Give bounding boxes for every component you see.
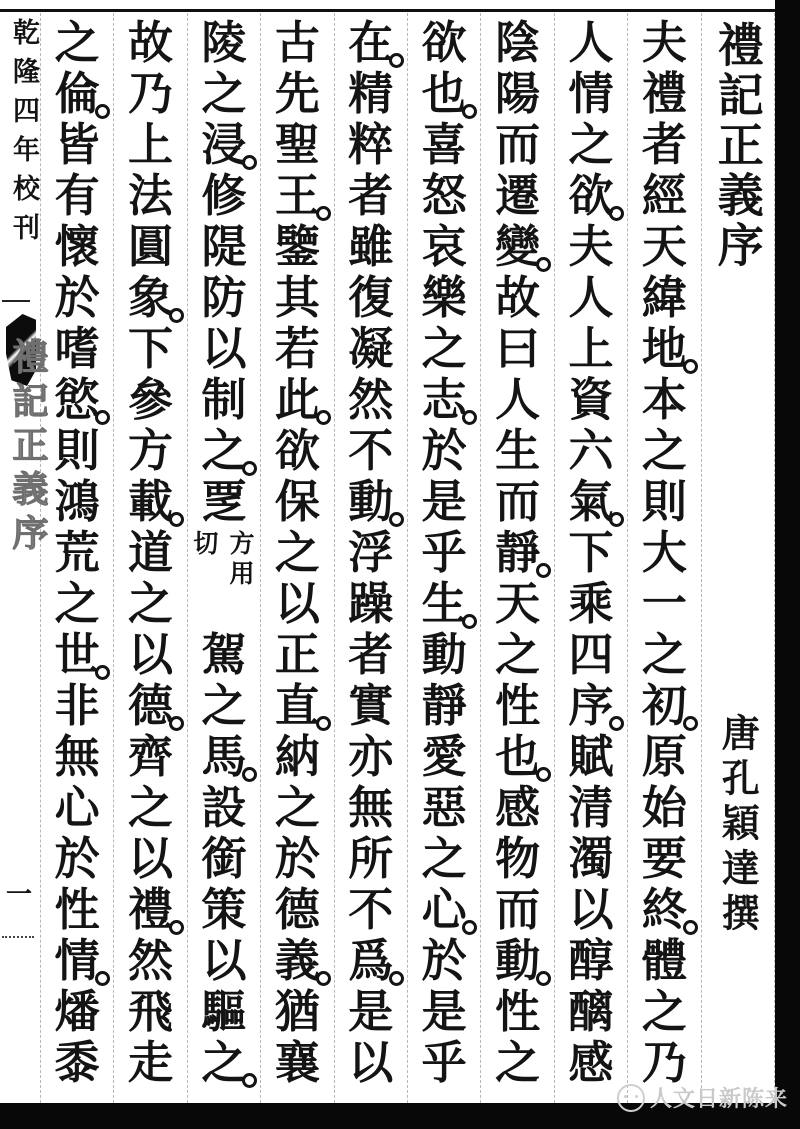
glyph: 粹 <box>348 118 394 171</box>
glyph: 曰 <box>495 322 541 375</box>
glyph: 其 <box>274 271 320 324</box>
glyph: 浸 <box>201 118 247 171</box>
glyph: 實 <box>348 679 394 732</box>
glyph: 者 <box>348 169 394 222</box>
glyph: 於 <box>421 934 467 987</box>
text-column-2 <box>554 13 627 1103</box>
page-number: 一 <box>6 880 33 910</box>
right-binding-band <box>775 0 800 1129</box>
glyph: 浮 <box>348 526 394 579</box>
glyph: 陰 <box>495 16 541 69</box>
glyph: 之 <box>495 628 541 681</box>
title-column <box>701 13 774 1103</box>
glyph: 感 <box>568 1036 614 1089</box>
glyph: 防 <box>201 271 247 324</box>
glyph: 醨 <box>568 985 614 1038</box>
glyph: 載 <box>128 475 174 528</box>
glyph: 襄 <box>274 1036 320 1089</box>
text-column-9 <box>40 13 113 1103</box>
glyph: 隄 <box>201 220 247 273</box>
glyph: 以 <box>274 577 320 630</box>
glyph: 復 <box>348 271 394 324</box>
glyph: 喜 <box>421 118 467 171</box>
glyph: 以 <box>348 1036 394 1089</box>
glyph: 於 <box>54 271 100 324</box>
glyph: 之 <box>421 322 467 375</box>
glyph: 若 <box>274 322 320 375</box>
glyph: 之 <box>201 1036 247 1089</box>
glyph: 序 <box>568 679 614 732</box>
glyph: 在 <box>348 16 394 69</box>
glyph: 生 <box>495 424 541 477</box>
glyph: 於 <box>421 424 467 477</box>
glyph: 世 <box>54 628 100 681</box>
glyph: 濁 <box>568 832 614 885</box>
glyph: 之 <box>641 985 687 1038</box>
glyph: 之 <box>128 781 174 834</box>
glyph: 保 <box>274 475 320 528</box>
glyph: 而 <box>495 883 541 936</box>
glyph: 資 <box>568 373 614 426</box>
glyph: 六 <box>568 424 614 477</box>
glyph: 之 <box>641 628 687 681</box>
glyph: 馬 <box>201 730 247 783</box>
glyph: 也 <box>421 67 467 120</box>
glyph: 設 <box>201 781 247 834</box>
glyph: 非 <box>54 679 100 732</box>
glyph: 哀 <box>421 220 467 273</box>
margin-rule <box>2 300 30 302</box>
glyph: 古 <box>274 16 320 69</box>
glyph: 之 <box>201 67 247 120</box>
glyph: 欲 <box>421 16 467 69</box>
glyph: 變 <box>495 220 541 273</box>
glyph: 以 <box>128 832 174 885</box>
glyph: 緯 <box>641 271 687 324</box>
glyph: 賦 <box>568 730 614 783</box>
glyph: 則 <box>641 475 687 528</box>
glyph: 天 <box>641 220 687 273</box>
text-column-4 <box>407 13 480 1103</box>
glyph: 性 <box>54 883 100 936</box>
glyph: 禮 <box>641 67 687 120</box>
glyph: 猶 <box>274 985 320 1038</box>
glyph: 故 <box>128 16 174 69</box>
glyph: 清 <box>568 781 614 834</box>
book-title: 禮記正義序 <box>710 21 765 271</box>
text-column-8 <box>113 13 186 1103</box>
glyph: 德 <box>274 883 320 936</box>
glyph: 物 <box>495 832 541 885</box>
glyph: 之 <box>201 424 247 477</box>
glyph: 之 <box>54 16 100 69</box>
text-column-5 <box>334 13 407 1103</box>
glyph: 怒 <box>421 169 467 222</box>
glyph: 上 <box>568 322 614 375</box>
glyph: 之 <box>128 577 174 630</box>
glyph: 王 <box>274 169 320 222</box>
glyph: 體 <box>641 934 687 987</box>
glyph: 經 <box>641 169 687 222</box>
glyph: 先 <box>274 67 320 120</box>
glyph: 心 <box>54 781 100 834</box>
glyph: 以 <box>128 628 174 681</box>
glyph: 以 <box>201 322 247 375</box>
glyph: 義 <box>274 934 320 987</box>
glyph: 一 <box>641 577 687 630</box>
glyph: 靜 <box>421 679 467 732</box>
glyph: 修 <box>201 169 247 222</box>
glyph: 大 <box>641 526 687 579</box>
glyph: 性 <box>495 679 541 732</box>
glyph: 動 <box>348 475 394 528</box>
glyph: 之 <box>54 577 100 630</box>
glyph: 之 <box>421 832 467 885</box>
text-column-1 <box>627 13 700 1103</box>
glyph: 象 <box>128 271 174 324</box>
glyph: 四 <box>568 628 614 681</box>
glyph: 齊 <box>128 730 174 783</box>
glyph: 無 <box>54 730 100 783</box>
author-attribution: 唐孔穎達撰 <box>715 713 761 938</box>
glyph: 心 <box>421 883 467 936</box>
glyph: 陵 <box>201 16 247 69</box>
margin-rule-lower <box>2 936 34 938</box>
glyph: 情 <box>568 67 614 120</box>
glyph: 躁 <box>348 577 394 630</box>
glyph: 不 <box>348 883 394 936</box>
glyph: 鑒 <box>274 220 320 273</box>
glyph: 天 <box>495 577 541 630</box>
glyph: 制 <box>201 373 247 426</box>
glyph: 於 <box>274 832 320 885</box>
glyph: 終 <box>641 883 687 936</box>
glyph: 情 <box>54 934 100 987</box>
glyph: 志 <box>421 373 467 426</box>
glyph: 人 <box>568 271 614 324</box>
glyph: 法 <box>128 169 174 222</box>
glyph: 乎 <box>421 526 467 579</box>
glyph: 黍 <box>54 1036 100 1089</box>
watermark-text: 人文日新陈来 <box>649 1087 788 1112</box>
text-columns <box>40 13 775 1103</box>
glyph: 是 <box>348 985 394 1038</box>
glyph: 惡 <box>421 781 467 834</box>
glyph: 駕 <box>201 628 247 681</box>
glyph: 下 <box>128 322 174 375</box>
glyph: 是 <box>421 475 467 528</box>
gloss-subcolumn: 方 用 <box>229 529 255 588</box>
glyph: 欲 <box>274 424 320 477</box>
glyph: 嗜 <box>54 322 100 375</box>
glyph: 精 <box>348 67 394 120</box>
glyph: 之 <box>495 1036 541 1089</box>
glyph: 納 <box>274 730 320 783</box>
glyph: 飛 <box>128 985 174 1038</box>
glyph: 驅 <box>201 985 247 1038</box>
spine-title-label: 禮記正義序 <box>7 338 49 558</box>
glyph: 而 <box>495 118 541 171</box>
glyph: 原 <box>641 730 687 783</box>
glyph: 然 <box>348 373 394 426</box>
glyph: 禮 <box>128 883 174 936</box>
glyph: 之 <box>201 679 247 732</box>
glyph: 要 <box>641 832 687 885</box>
glyph: 正 <box>274 628 320 681</box>
text-column-7 <box>187 13 260 1103</box>
glyph: 所 <box>348 832 394 885</box>
glyph: 乃 <box>128 67 174 120</box>
glyph: 之 <box>568 118 614 171</box>
glyph: 陽 <box>495 67 541 120</box>
glyph: 也 <box>495 730 541 783</box>
glyph: 靜 <box>495 526 541 579</box>
glyph: 懷 <box>54 220 100 273</box>
glyph: 地 <box>641 322 687 375</box>
glyph: 人 <box>495 373 541 426</box>
glyph: 氣 <box>568 475 614 528</box>
glyph: 本 <box>641 373 687 426</box>
glyph: 始 <box>641 781 687 834</box>
glyph: 銜 <box>201 832 247 885</box>
edition-note: 乾隆四年校刊 <box>8 18 39 252</box>
glyph: 之 <box>641 424 687 477</box>
glyph: 直 <box>274 679 320 732</box>
glyph: 有 <box>54 169 100 222</box>
glyph: 欲 <box>568 169 614 222</box>
gloss-subcolumn: 切 <box>193 529 219 558</box>
text-column-3 <box>480 13 553 1103</box>
glyph: 者 <box>348 628 394 681</box>
glyph: 感 <box>495 781 541 834</box>
top-border-rule <box>0 9 800 12</box>
glyph: 慾 <box>54 373 100 426</box>
glyph: 則 <box>54 424 100 477</box>
glyph: 乎 <box>421 1036 467 1089</box>
glyph: 爲 <box>348 934 394 987</box>
glyph: 道 <box>128 526 174 579</box>
glyph: 不 <box>348 424 394 477</box>
glyph: 參 <box>128 373 174 426</box>
glyph: 之 <box>274 526 320 579</box>
glyph: 樂 <box>421 271 467 324</box>
glyph: 荒 <box>54 526 100 579</box>
glyph: 初 <box>641 679 687 732</box>
glyph: 以 <box>201 934 247 987</box>
glyph: 人 <box>568 16 614 69</box>
glyph: 覂 <box>201 475 247 528</box>
glyph: 乃 <box>641 1036 687 1089</box>
glyph: 聖 <box>274 118 320 171</box>
glyph: 走 <box>128 1036 174 1089</box>
glyph: 生 <box>421 577 467 630</box>
watermark-logo-icon <box>617 1084 645 1112</box>
glyph: 是 <box>421 985 467 1038</box>
glyph: 然 <box>128 934 174 987</box>
glyph: 而 <box>495 475 541 528</box>
glyph: 夫 <box>568 220 614 273</box>
glyph: 凝 <box>348 322 394 375</box>
glyph: 以 <box>568 883 614 936</box>
watermark <box>617 1082 788 1113</box>
glyph: 圓 <box>128 220 174 273</box>
text-column-6 <box>260 13 333 1103</box>
glyph: 燔 <box>54 985 100 1038</box>
glyph: 性 <box>495 985 541 1038</box>
glyph: 之 <box>274 781 320 834</box>
glyph: 下 <box>568 526 614 579</box>
glyph: 此 <box>274 373 320 426</box>
glyph: 亦 <box>348 730 394 783</box>
glyph: 雖 <box>348 220 394 273</box>
glyph: 方 <box>128 424 174 477</box>
glyph: 夫 <box>641 16 687 69</box>
glyph: 皆 <box>54 118 100 171</box>
glyph: 鴻 <box>54 475 100 528</box>
glyph: 無 <box>348 781 394 834</box>
glyph: 動 <box>495 934 541 987</box>
glyph: 愛 <box>421 730 467 783</box>
glyph: 於 <box>54 832 100 885</box>
glyph: 醇 <box>568 934 614 987</box>
glyph: 乘 <box>568 577 614 630</box>
glyph: 策 <box>201 883 247 936</box>
phonetic-gloss-note <box>188 527 260 629</box>
glyph: 者 <box>641 118 687 171</box>
glyph: 遷 <box>495 169 541 222</box>
glyph: 倫 <box>54 67 100 120</box>
glyph: 德 <box>128 679 174 732</box>
glyph: 上 <box>128 118 174 171</box>
glyph: 動 <box>421 628 467 681</box>
glyph: 故 <box>495 271 541 324</box>
